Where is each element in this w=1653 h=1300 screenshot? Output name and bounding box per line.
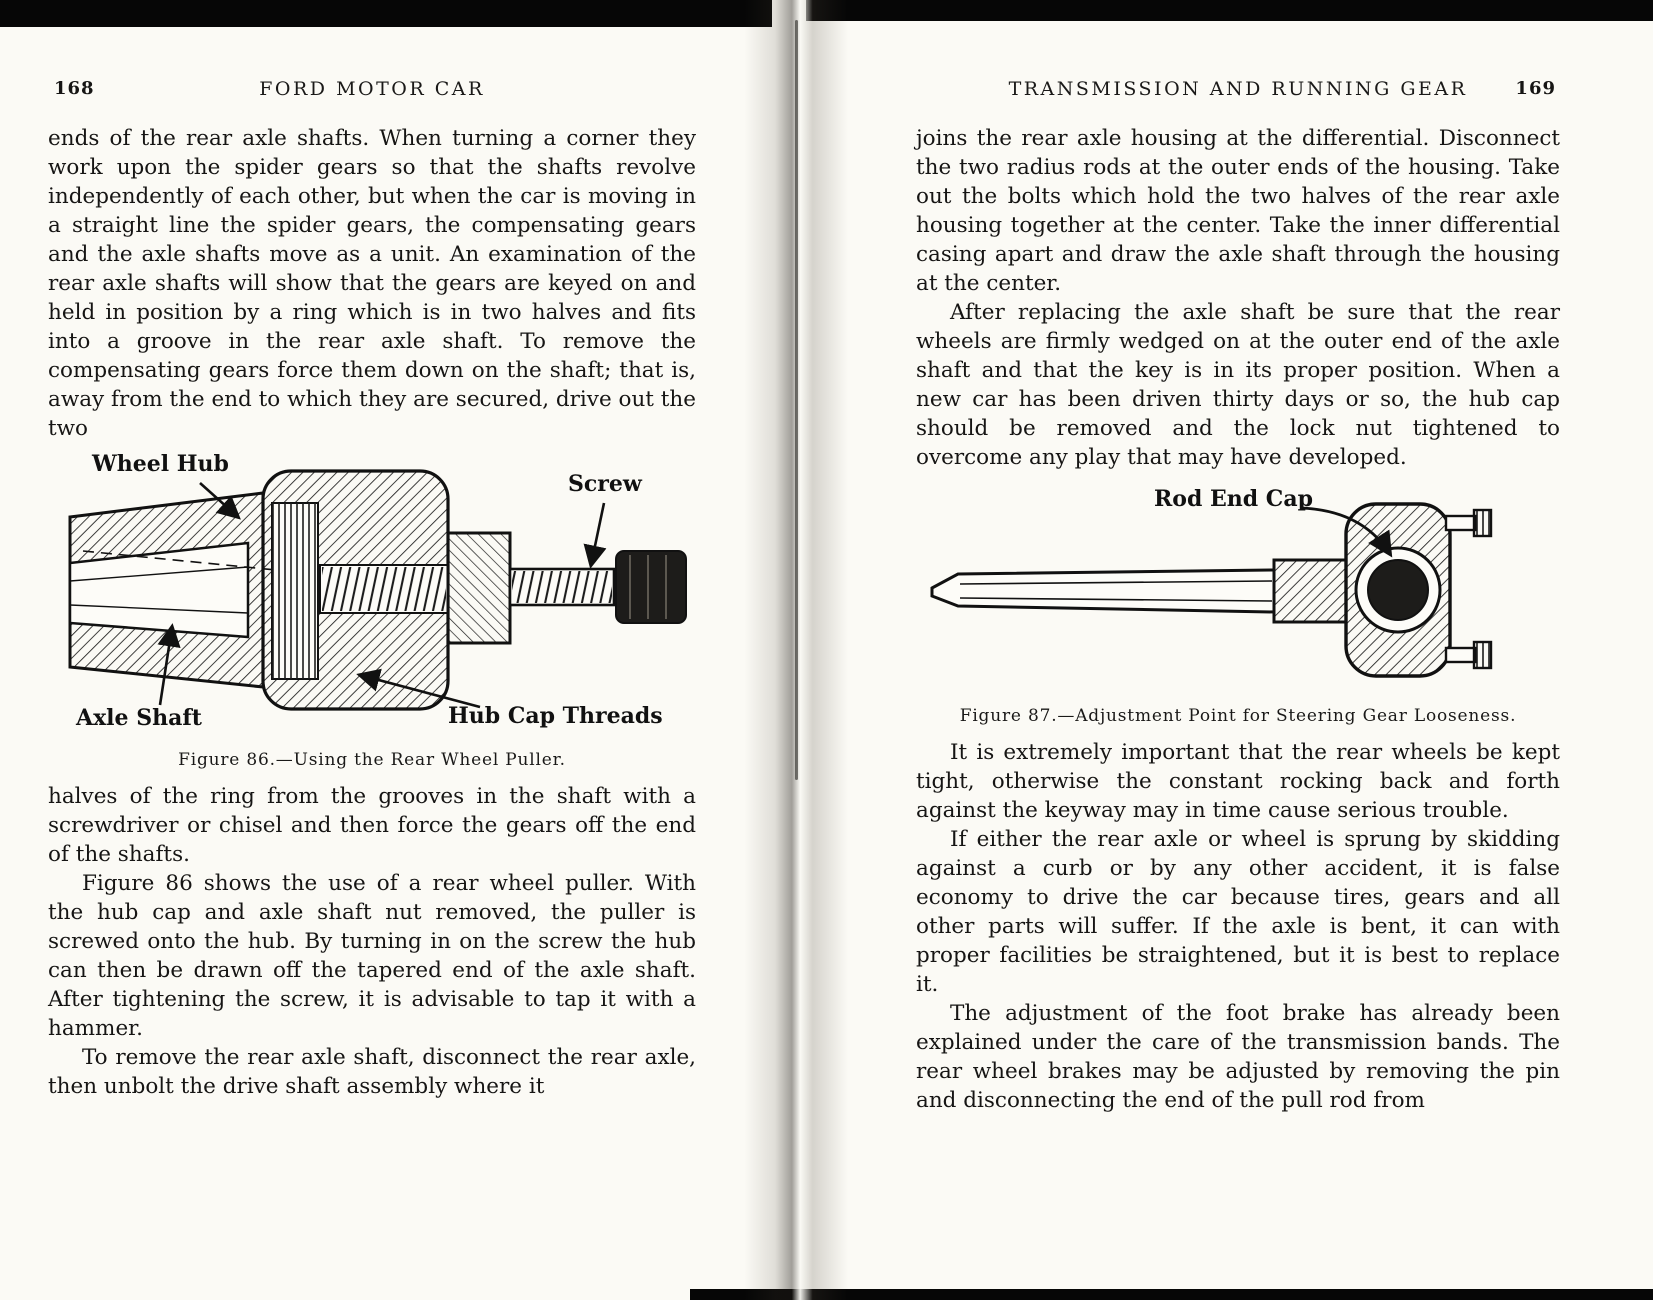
figure-86	[48, 451, 696, 740]
figure-87-caption: Figure 87.—Adjustment Point for Steering Gear Looseness.	[959, 706, 1517, 726]
figure-label-screw: Screw	[568, 471, 642, 497]
rod-shape	[932, 570, 1274, 612]
figure-86-caption: Figure 86.—Using the Rear Wheel Puller.	[178, 750, 566, 770]
body-paragraph: halves of the ring from the grooves in the shaft with a screwdriver or chisel and then force the gears off the end of the shafts.	[48, 784, 696, 867]
page-left	[48, 78, 696, 1101]
body-paragraph: It is extremely important that the rear wheels be kept tight, otherwise the constant rocking back and forth against the keyway may in time cause serious trouble.	[916, 740, 1560, 823]
body-paragraph: After replacing the axle shaft be sure that the rear wheels are firmly wedged on at the outer end of the axle shaft and that the key is in its proper position. When a new car has been driven thirty days or so, the hub cap should be removed and the lock nut tightened to overcome any play that may have developed.	[916, 300, 1560, 470]
figure-label-rod-end-cap: Rod End Cap	[1154, 486, 1313, 512]
page-number-right: 169	[1515, 78, 1556, 99]
scan-artifact-top-right	[806, 0, 1653, 21]
steering-rod-drawing	[916, 488, 1560, 693]
body-paragraph: To remove the rear axle shaft, disconnect the rear axle, then unbolt the drive shaft assembly where it	[48, 1045, 696, 1099]
book-spine-line	[795, 20, 798, 780]
arrow-screw	[591, 503, 604, 565]
body-paragraph: Figure 86 shows the use of a rear wheel puller. With the hub cap and axle shaft nut removed, the puller is screwed onto the hub. By turning in on the screw the hub can then be drawn off the tapered end of the axle shaft. After tightening the screw, it is advisable to tap it with a hammer.	[48, 871, 696, 1041]
left-page-header	[48, 78, 696, 112]
scan-artifact-top-left	[0, 0, 772, 27]
figure-label-hub-cap-threads: Hub Cap Threads	[448, 703, 663, 729]
running-title-left: FORD MOTOR CAR	[259, 78, 485, 100]
rear-wheel-puller-drawing	[48, 455, 696, 740]
body-paragraph: ends of the rear axle shafts. When turning a corner they work upon the spider gears so that the shafts revolve independently of each other, but when the car is moving in a straight line the spider gears, the compensating gears and the axle shafts move as a unit. An examination of the rear axle shafts will show that the gears are keyed on and held in position by a ring which is in two halves and fits into a groove in the rear axle shaft. To remove the compensating gears force them down on the shaft; that is, away from the end to which they are secured, drive out the two	[48, 126, 696, 441]
ball-cap-shape	[1368, 560, 1428, 620]
figure-label-wheel-hub: Wheel Hub	[92, 451, 229, 477]
running-title-right: TRANSMISSION AND RUNNING GEAR	[1008, 78, 1468, 100]
figure-87	[916, 488, 1560, 696]
screw-knob-shape	[616, 551, 686, 623]
page-right	[916, 78, 1560, 1115]
right-page-header	[916, 78, 1560, 112]
body-paragraph: joins the rear axle housing at the differential. Disconnect the two radius rods at the outer ends of the housing. Take out the bolts which hold the two halves of the rear axle housing together at the center. Take the inner differential casing apart and draw the axle shaft through the housing at the center.	[916, 126, 1560, 296]
page-number-left: 168	[54, 78, 95, 99]
body-paragraph: If either the rear axle or wheel is sprung by skidding against a curb or by any other accident, it is false economy to drive the car because tires, gears and all other parts will suffer. If the axle is bent, it can with proper facilities be straightened, but it is best to replace it.	[916, 827, 1560, 997]
body-paragraph: The adjustment of the foot brake has already been explained under the care of the transmission bands. The rear wheel brakes may be adjusted by removing the pin and disconnecting the end of the pull rod from	[916, 1001, 1560, 1113]
figure-label-axle-shaft: Axle Shaft	[76, 705, 202, 731]
